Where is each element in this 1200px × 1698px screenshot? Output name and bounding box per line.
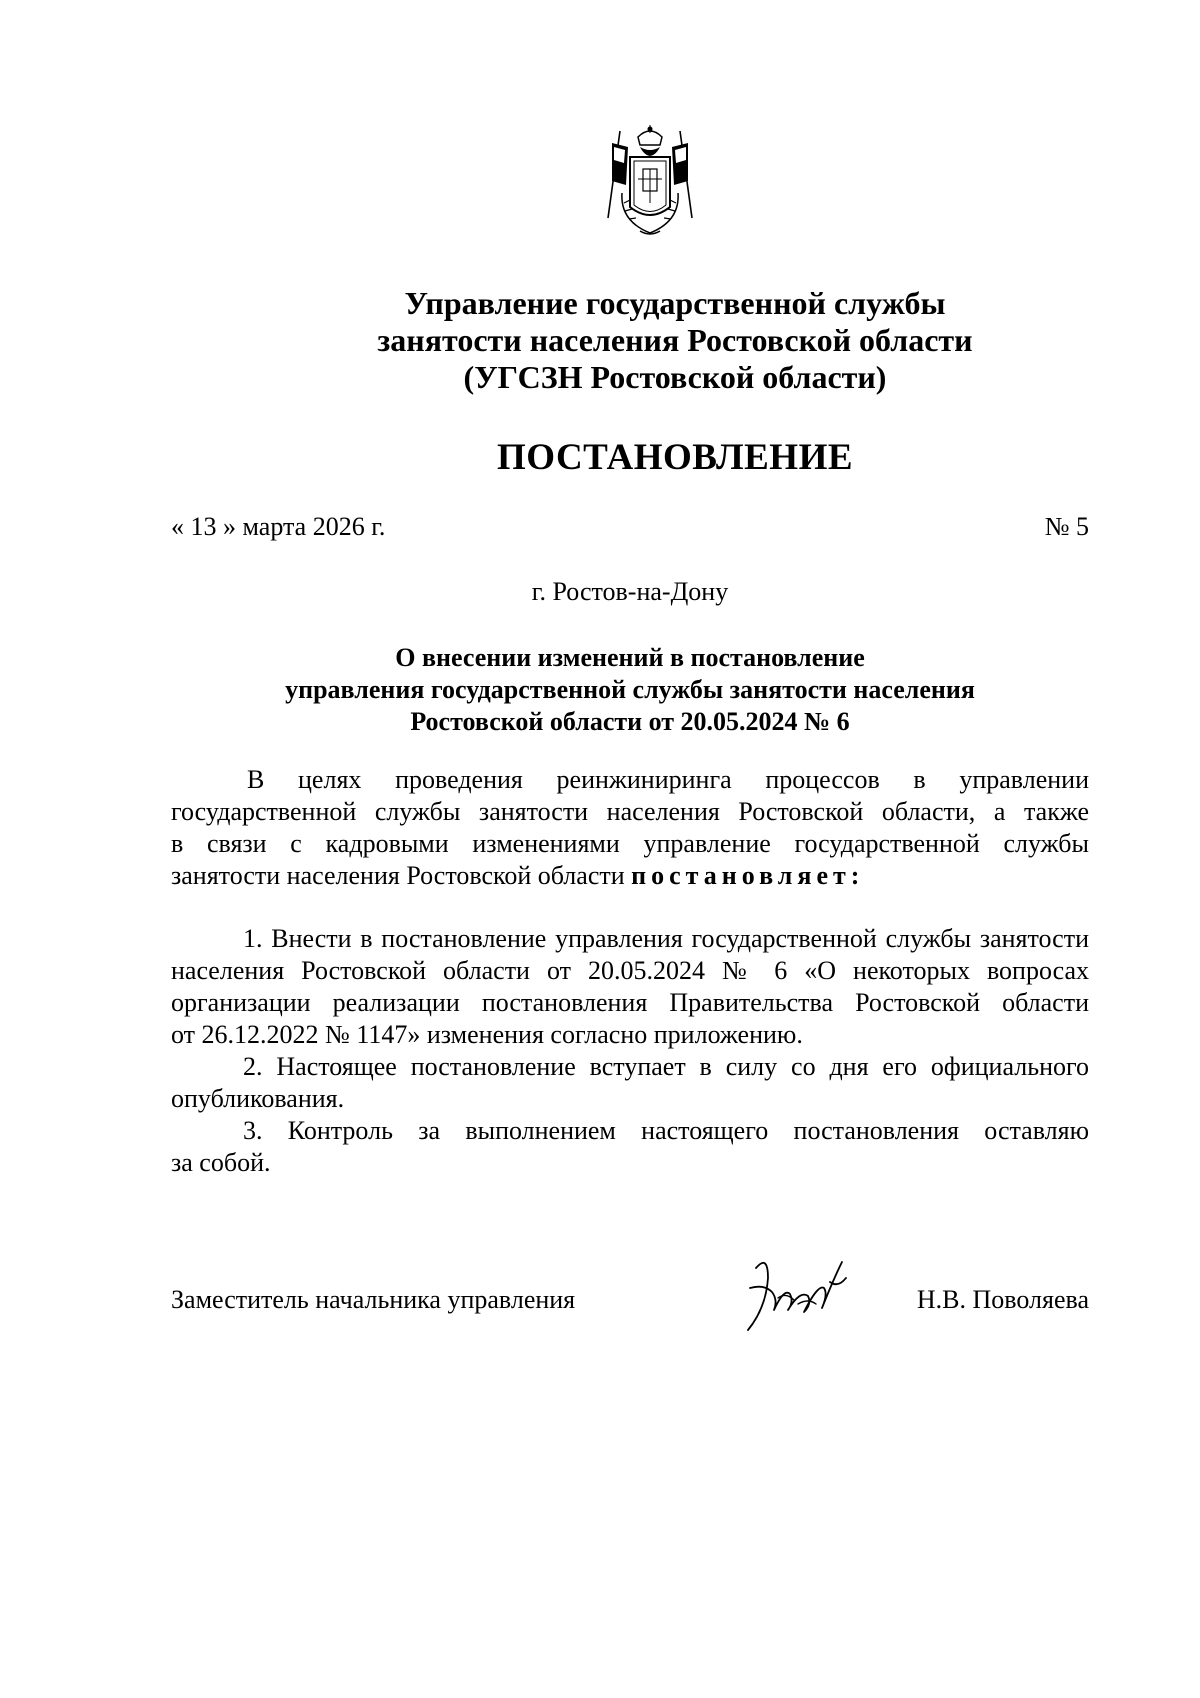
item-2-line-1: 2. Настоящее постановление вступает в силу со дня его официального [243, 1052, 1089, 1081]
organization-name-line-1: Управление государственной службы [404, 285, 946, 321]
resolves-keyword: постановляет: [631, 861, 865, 890]
organization-name-line-3: (УГСЗН Ростовской области) [463, 359, 887, 395]
subject-line-1: О внесении изменений в постановление [395, 643, 865, 672]
subject-line-3: Ростовской области от 20.05.2024 № 6 [410, 707, 850, 736]
resolution-item-3 [171, 1115, 1089, 1179]
preamble-line-2: государственной службы занятости населения Ростовской области, а также [171, 797, 1089, 826]
item-2-line-2: опубликования. [171, 1084, 345, 1113]
signatory-position: Заместитель начальника управления [171, 1285, 576, 1314]
preamble-paragraph [171, 764, 1089, 892]
document-subject [171, 642, 1089, 738]
organization-name [300, 285, 1050, 396]
organization-name-line-2: занятости населения Ростовской области [377, 322, 973, 358]
subject-line-2: управления государственной службы занятости населения [285, 675, 975, 704]
preamble-line-1: В целях проведения реинжиниринга процессов в управлении [247, 765, 1089, 794]
item-3-line-1: 3. Контроль за выполнением настоящего постановления оставляю [243, 1116, 1089, 1145]
item-1-line-2: населения Ростовской области от 20.05.2024 № 6 «О некоторых вопросах [171, 956, 1089, 985]
item-3-line-2: за собой. [171, 1148, 271, 1177]
signatory-name: Н.В. Поволяева [916, 1285, 1089, 1314]
resolution-item-1 [171, 923, 1089, 1051]
document-type-title: ПОСТАНОВЛЕНИЕ [496, 437, 854, 478]
preamble-line-3: в связи с кадровыми изменениями управление государственной службы [171, 829, 1089, 858]
preamble-last-text: занятости населения Ростовской области [171, 861, 632, 890]
resolution-item-2 [171, 1051, 1089, 1115]
document-date: « 13 » марта 2026 г. [171, 512, 386, 541]
preamble-line-4 [171, 860, 1089, 892]
item-1-line-3: организации реализации постановления Правительства Ростовской области [171, 988, 1089, 1017]
document-city: г. Ростов-на-Дону [531, 577, 729, 606]
coat-of-arms-icon [600, 123, 700, 241]
item-1-line-4: от 26.12.2022 № 1147» изменения согласно приложению. [171, 1020, 803, 1049]
signature-icon [738, 1248, 868, 1338]
item-1-line-1: 1. Внести в постановление управления государственной службы занятости [243, 924, 1089, 953]
document-number: № 5 [1044, 512, 1089, 541]
